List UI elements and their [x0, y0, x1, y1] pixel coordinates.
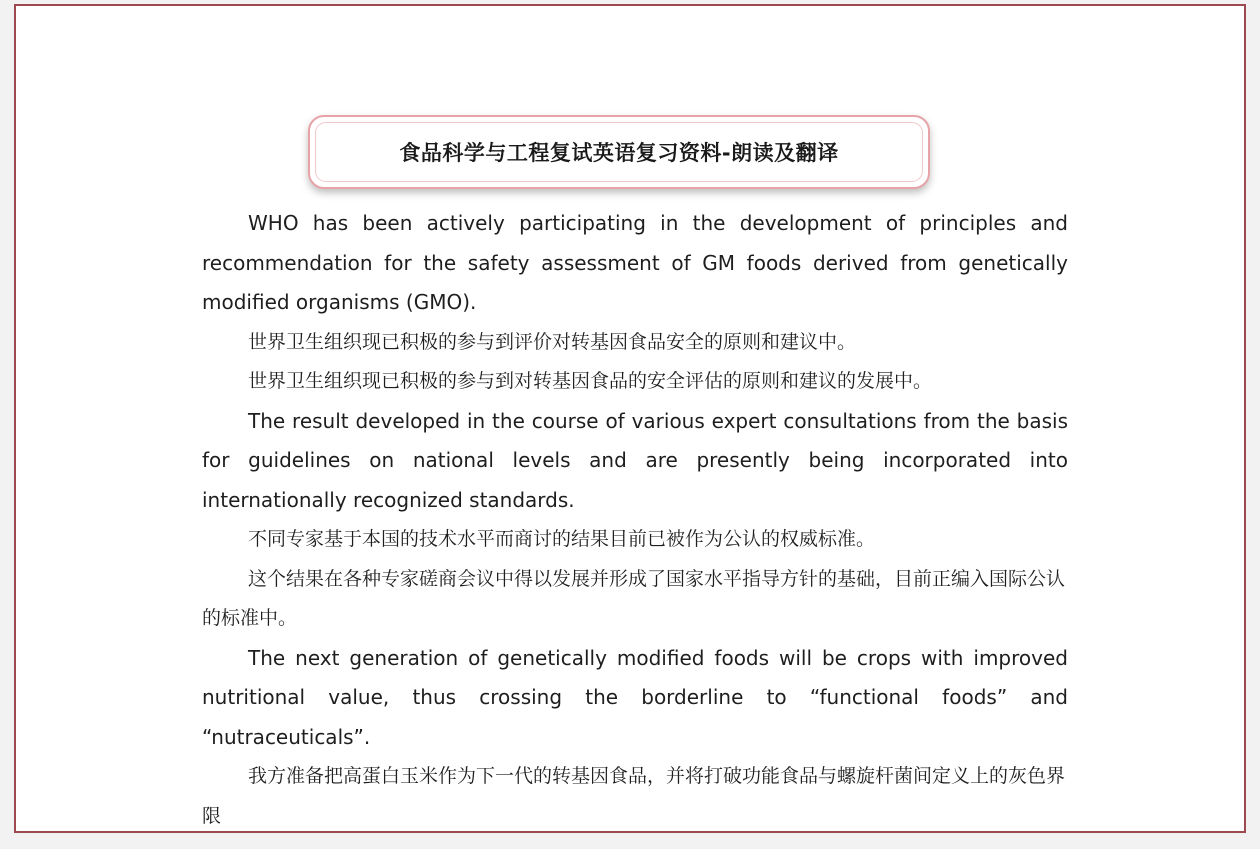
chinese-translation: 世界卫生组织现已积极的参与到对转基因食品的安全评估的原则和建议的发展中。: [248, 370, 933, 392]
english-paragraph: WHO has been actively participating in the development of principles and recommendation for the safety assessment of GM foods derived from genetically modified organisms (GMO).: [202, 211, 1068, 314]
chinese-translation: 不同专家基于本国的技术水平而商讨的结果目前已被作为公认的权威标准。: [248, 528, 876, 550]
title-frame: [308, 115, 930, 189]
chinese-translation: 我方准备把高蛋白玉米作为下一代的转基因食品，并将打破功能食品与螺旋杆菌间定义上的灰色界限: [202, 765, 1066, 827]
chinese-translation: 世界卫生组织现已积极的参与到评价对转基因食品安全的原则和建议中。: [248, 330, 857, 353]
english-paragraph: The next generation of genetically modified foods will be crops with improved nutritional value, thus crossing the borderline to “functional foods” and “nutraceuticals”.: [202, 645, 1068, 749]
chinese-translation: 这个结果在各种专家磋商会议中得以发展并形成了国家水平指导方针的基础，目前正编入国际公认的标准中。: [202, 567, 1066, 629]
english-paragraph: The result developed in the course of various expert consultations from the basis for guidelines on national levels and are presently being incorporated into internationally recognized standards.: [202, 408, 1068, 512]
document-body: [202, 204, 1068, 836]
document-page: [14, 4, 1246, 833]
page-title: 食品科学与工程复试英语复习资料-朗读及翻译: [399, 141, 839, 165]
